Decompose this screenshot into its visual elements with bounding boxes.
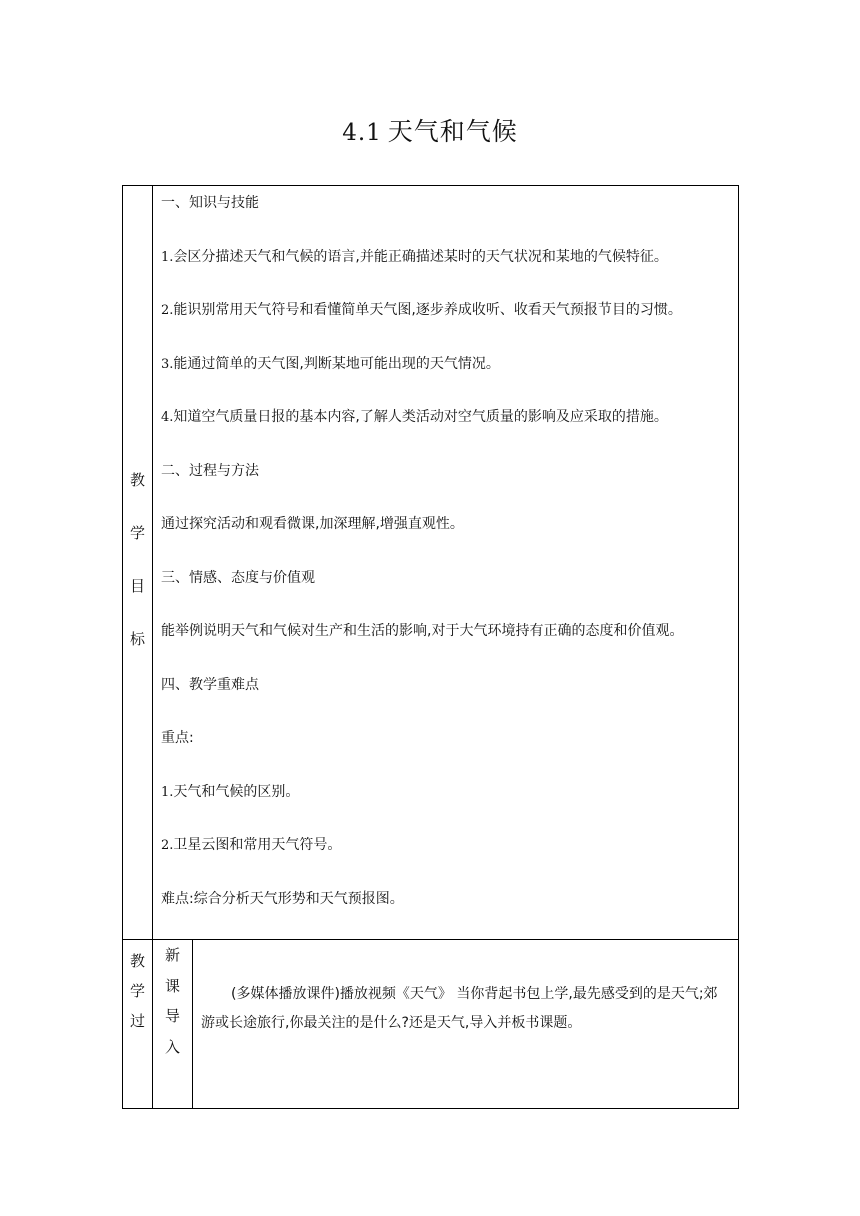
objective-line: 2.卫星云图和常用天气符号。 <box>161 837 342 853</box>
objective-line: 3.能通过简单的天气图,判断某地可能出现的天气情况。 <box>161 355 500 372</box>
objective-line: 四、教学重难点 <box>161 676 259 693</box>
objective-line: 通过探究活动和观看微课,加深理解,增强直观性。 <box>161 516 464 532</box>
objective-line: 三、情感、态度与价值观 <box>161 569 315 586</box>
title-text: 天气和气候 <box>387 117 518 146</box>
objectives-content-cell <box>153 186 739 940</box>
objective-line: 难点:综合分析天气形势和天气预报图。 <box>161 890 404 907</box>
process-stage-label <box>153 940 192 1062</box>
stage-char: 课 <box>164 976 180 995</box>
side-char: 教 <box>129 471 145 489</box>
lesson-plan-table <box>122 185 739 1109</box>
objective-line: 4.知道空气质量日报的基本内容,了解人类活动对空气质量的影响及应采取的措施。 <box>161 409 668 425</box>
stage-char: 导 <box>164 1007 180 1025</box>
side-char: 教 <box>129 952 145 970</box>
side-char: 目 <box>129 577 145 595</box>
process-row <box>123 940 739 1109</box>
process-side-label <box>123 940 152 1036</box>
objectives-content <box>153 186 738 939</box>
objectives-row <box>123 186 739 940</box>
objective-line: 1.会区分描述天气和气候的语言,并能正确描述某时的天气状况和某地的气候特征。 <box>161 248 668 265</box>
process-side-cell <box>123 940 153 1109</box>
stage-char: 新 <box>164 946 180 964</box>
objectives-side-cell <box>123 186 153 940</box>
side-char: 学 <box>129 982 145 1000</box>
stage-char: 入 <box>164 1037 180 1056</box>
objective-line: 2.能识别常用天气符号和看懂简单天气图,逐步养成收听、收看天气预报节目的习惯。 <box>161 302 682 318</box>
side-char: 标 <box>129 630 145 648</box>
objective-line: 能举例说明天气和气候对生产和生活的影响,对于大气环境持有正确的态度和价值观。 <box>161 623 684 639</box>
side-char: 学 <box>129 524 145 542</box>
objective-line: 二、过程与方法 <box>161 462 259 479</box>
title-number: 4.1 <box>342 120 382 146</box>
objective-line: 重点: <box>161 730 194 746</box>
page-title <box>0 112 860 148</box>
side-char: 过 <box>129 1012 145 1030</box>
objectives-side-label <box>123 186 152 934</box>
objective-line: 一、知识与技能 <box>161 195 259 211</box>
process-content-cell <box>193 940 739 1109</box>
objective-line: 1.天气和气候的区别。 <box>161 783 300 800</box>
process-stage-cell <box>153 940 193 1109</box>
process-text: (多媒体播放课件)播放视频《天气》 当你背起书包上学,最先感受到的是天气;郊游或长途旅行,你最关注的是什么?还是天气,导入并板书课题。 <box>201 986 718 1031</box>
